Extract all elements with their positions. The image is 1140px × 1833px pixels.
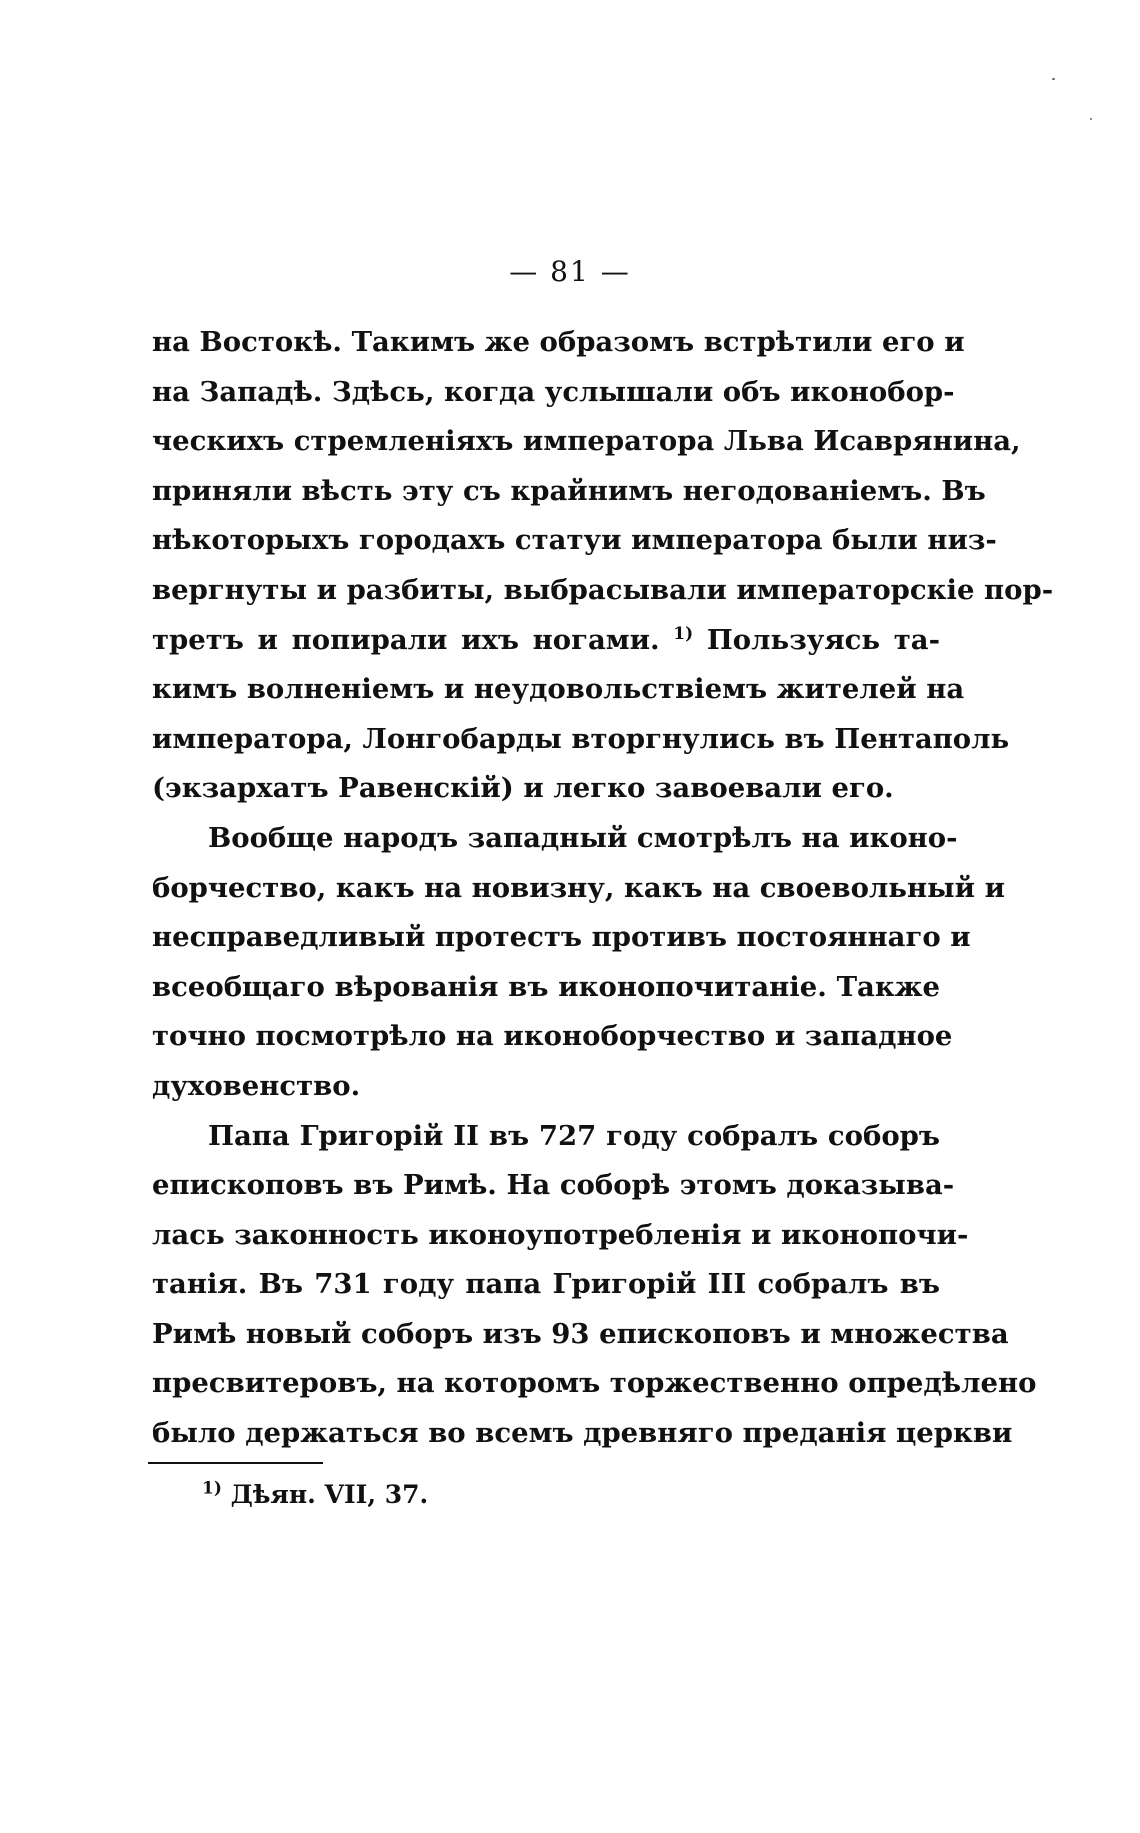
scan-speck [1052,78,1055,80]
footnote-text: Дѣян. VII, 37. [230,1480,429,1509]
text-line: приняли вѣсть эту съ крайнимъ негодованіемъ. Въ [152,474,986,507]
text-fragment: Пользуясь та- [706,623,940,656]
text-line: всеобщаго вѣрованія въ иконопочитаніе. Также [152,970,940,1003]
text-line: танія. Въ 731 году папа Григорій III собралъ въ [152,1268,940,1301]
text-line: лась законность иконоупотребленія и иконопочи- [152,1218,969,1251]
text-line: кимъ волненіемъ и неудовольствіемъ жителей на [152,673,965,706]
text-line: вергнуты и разбиты, выбрасывали императорскіе пор- [152,573,1054,606]
text-line-with-footnote [152,616,940,666]
text-line: точно посмотрѣло на иконоборчество и западное [152,1020,953,1053]
text-line: нѣкоторыхъ городахъ статуи императора были низ- [152,524,997,557]
main-text [152,318,1054,1459]
text-line: борчество, какъ на новизну, какъ на своевольный и [152,871,1006,904]
text-line: Римѣ новый соборъ изъ 93 епископовъ и множества [152,1317,1009,1350]
text-line: епископовъ въ Римѣ. На соборѣ этомъ доказыва- [152,1169,955,1202]
text-line: Вообще народъ западный смотрѣлъ на иконо- [208,821,958,854]
text-fragment: третъ и попирали ихъ ногами. [152,623,660,656]
text-line: несправедливый протестъ противъ постояннаго и [152,921,971,954]
text-line: на Востокѣ. Такимъ же образомъ встрѣтили его и [152,326,965,358]
text-line: духовенство. [152,1069,361,1102]
paragraph-1 [152,318,1054,814]
text-line: Папа Григорій II въ 727 году собралъ соборъ [208,1119,940,1152]
text-line: на Западѣ. Здѣсь, когда услышали объ иконобор- [152,375,955,408]
footnote-separator [148,1462,323,1464]
text-line: (экзархатъ Равенскій) и легко завоевали его. [152,772,894,805]
text-line: императора, Лонгобарды вторгнулись въ Пентаполь [152,722,1010,755]
text-line: ческихъ стремленіяхъ императора Льва Исаврянина, [152,425,1021,458]
footnote-reference[interactable]: 1) [673,623,694,644]
footnote-mark: 1) [202,1478,222,1499]
page-number: — 81 — [509,255,631,288]
text-line: было держаться во всемъ древняго преданія церкви [152,1417,1013,1450]
scan-speck [1090,118,1092,120]
paragraph-2 [152,814,1006,1112]
paragraph-3 [152,1112,1037,1459]
text-line: пресвитеровъ, на которомъ торжественно опредѣлено [152,1367,1037,1400]
footnote [202,1475,428,1515]
